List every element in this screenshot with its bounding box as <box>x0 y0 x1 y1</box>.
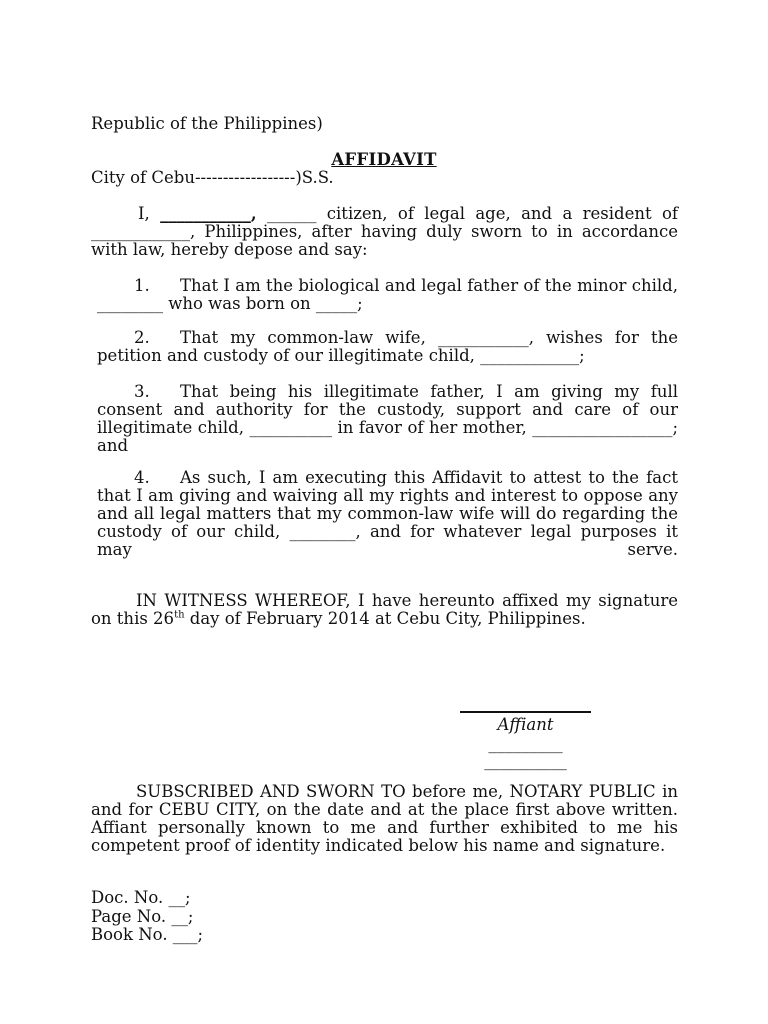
paragraph-number: 4. <box>134 468 150 487</box>
witness-paragraph <box>91 592 678 628</box>
paragraph-text: As such, I am executing this Affidavit to attest to the fact that I am giving and waiving all my rights and interest to oppose any and all legal matters that my common-law wife will do regarding the custody of our child, ________, and for whatever legal purposes it may serve. <box>97 468 678 559</box>
venue-line-republic: Republic of the Philippines) <box>91 114 323 133</box>
affiant-label: Affiant <box>497 715 554 734</box>
witness-text-b: day of February 2014 at Cebu City, Philippines. <box>184 609 586 628</box>
paragraph-number: 3. <box>134 382 150 401</box>
doc-no: Doc. No. __; <box>91 888 191 907</box>
numbered-paragraph-3 <box>97 383 678 455</box>
intro-text-b: ______ citizen, of legal age, and a resident of ____________, Philippines, after having duly sworn to in accordance with law, hereby depose and say: <box>91 204 678 259</box>
paragraph-text: That I am the biological and legal father of the minor child, ________ who was born on _____; <box>97 276 678 313</box>
paragraph-text: That my common-law wife, ___________, wishes for the petition and custody of our illegitimate child, ____________; <box>97 328 678 365</box>
numbered-paragraph-4 <box>97 469 678 559</box>
notarial-register <box>91 889 203 945</box>
ordinal-suffix: th <box>174 609 185 621</box>
paragraph-number: 1. <box>134 276 150 295</box>
venue-line-city: City of Cebu------------------)S.S. <box>91 168 334 187</box>
affiant-name-blank: ___________, <box>160 204 257 223</box>
intro-paragraph <box>91 205 678 259</box>
signature-line <box>460 711 591 713</box>
document-title: AFFIDAVIT <box>331 150 437 169</box>
page-no: Page No. __; <box>91 906 194 926</box>
book-no: Book No. ___; <box>91 925 204 944</box>
numbered-paragraph-1 <box>97 277 678 313</box>
paragraph-number: 2. <box>134 328 150 347</box>
paragraph-text: That being his illegitimate father, I am giving my full consent and authority for the custody, support and care of our illegitimate child, __________ in favor of her mother, _________________; and <box>97 382 678 455</box>
intro-text-a: I, <box>138 204 161 223</box>
numbered-paragraph-2 <box>97 329 678 365</box>
affiant-blank-1: _________ <box>488 734 563 753</box>
affiant-blank-2: __________ <box>484 751 567 770</box>
jurat-paragraph: SUBSCRIBED AND SWORN TO before me, NOTARY PUBLIC in and for CEBU CITY, on the date and at the place first above written. Affiant personally known to me and further exhibited to me his competent proof of identity indicated below his name and signature. <box>91 782 678 855</box>
witness-text-a: IN WITNESS WHEREOF, I have hereunto affixed my signature on this 26 <box>91 591 678 628</box>
